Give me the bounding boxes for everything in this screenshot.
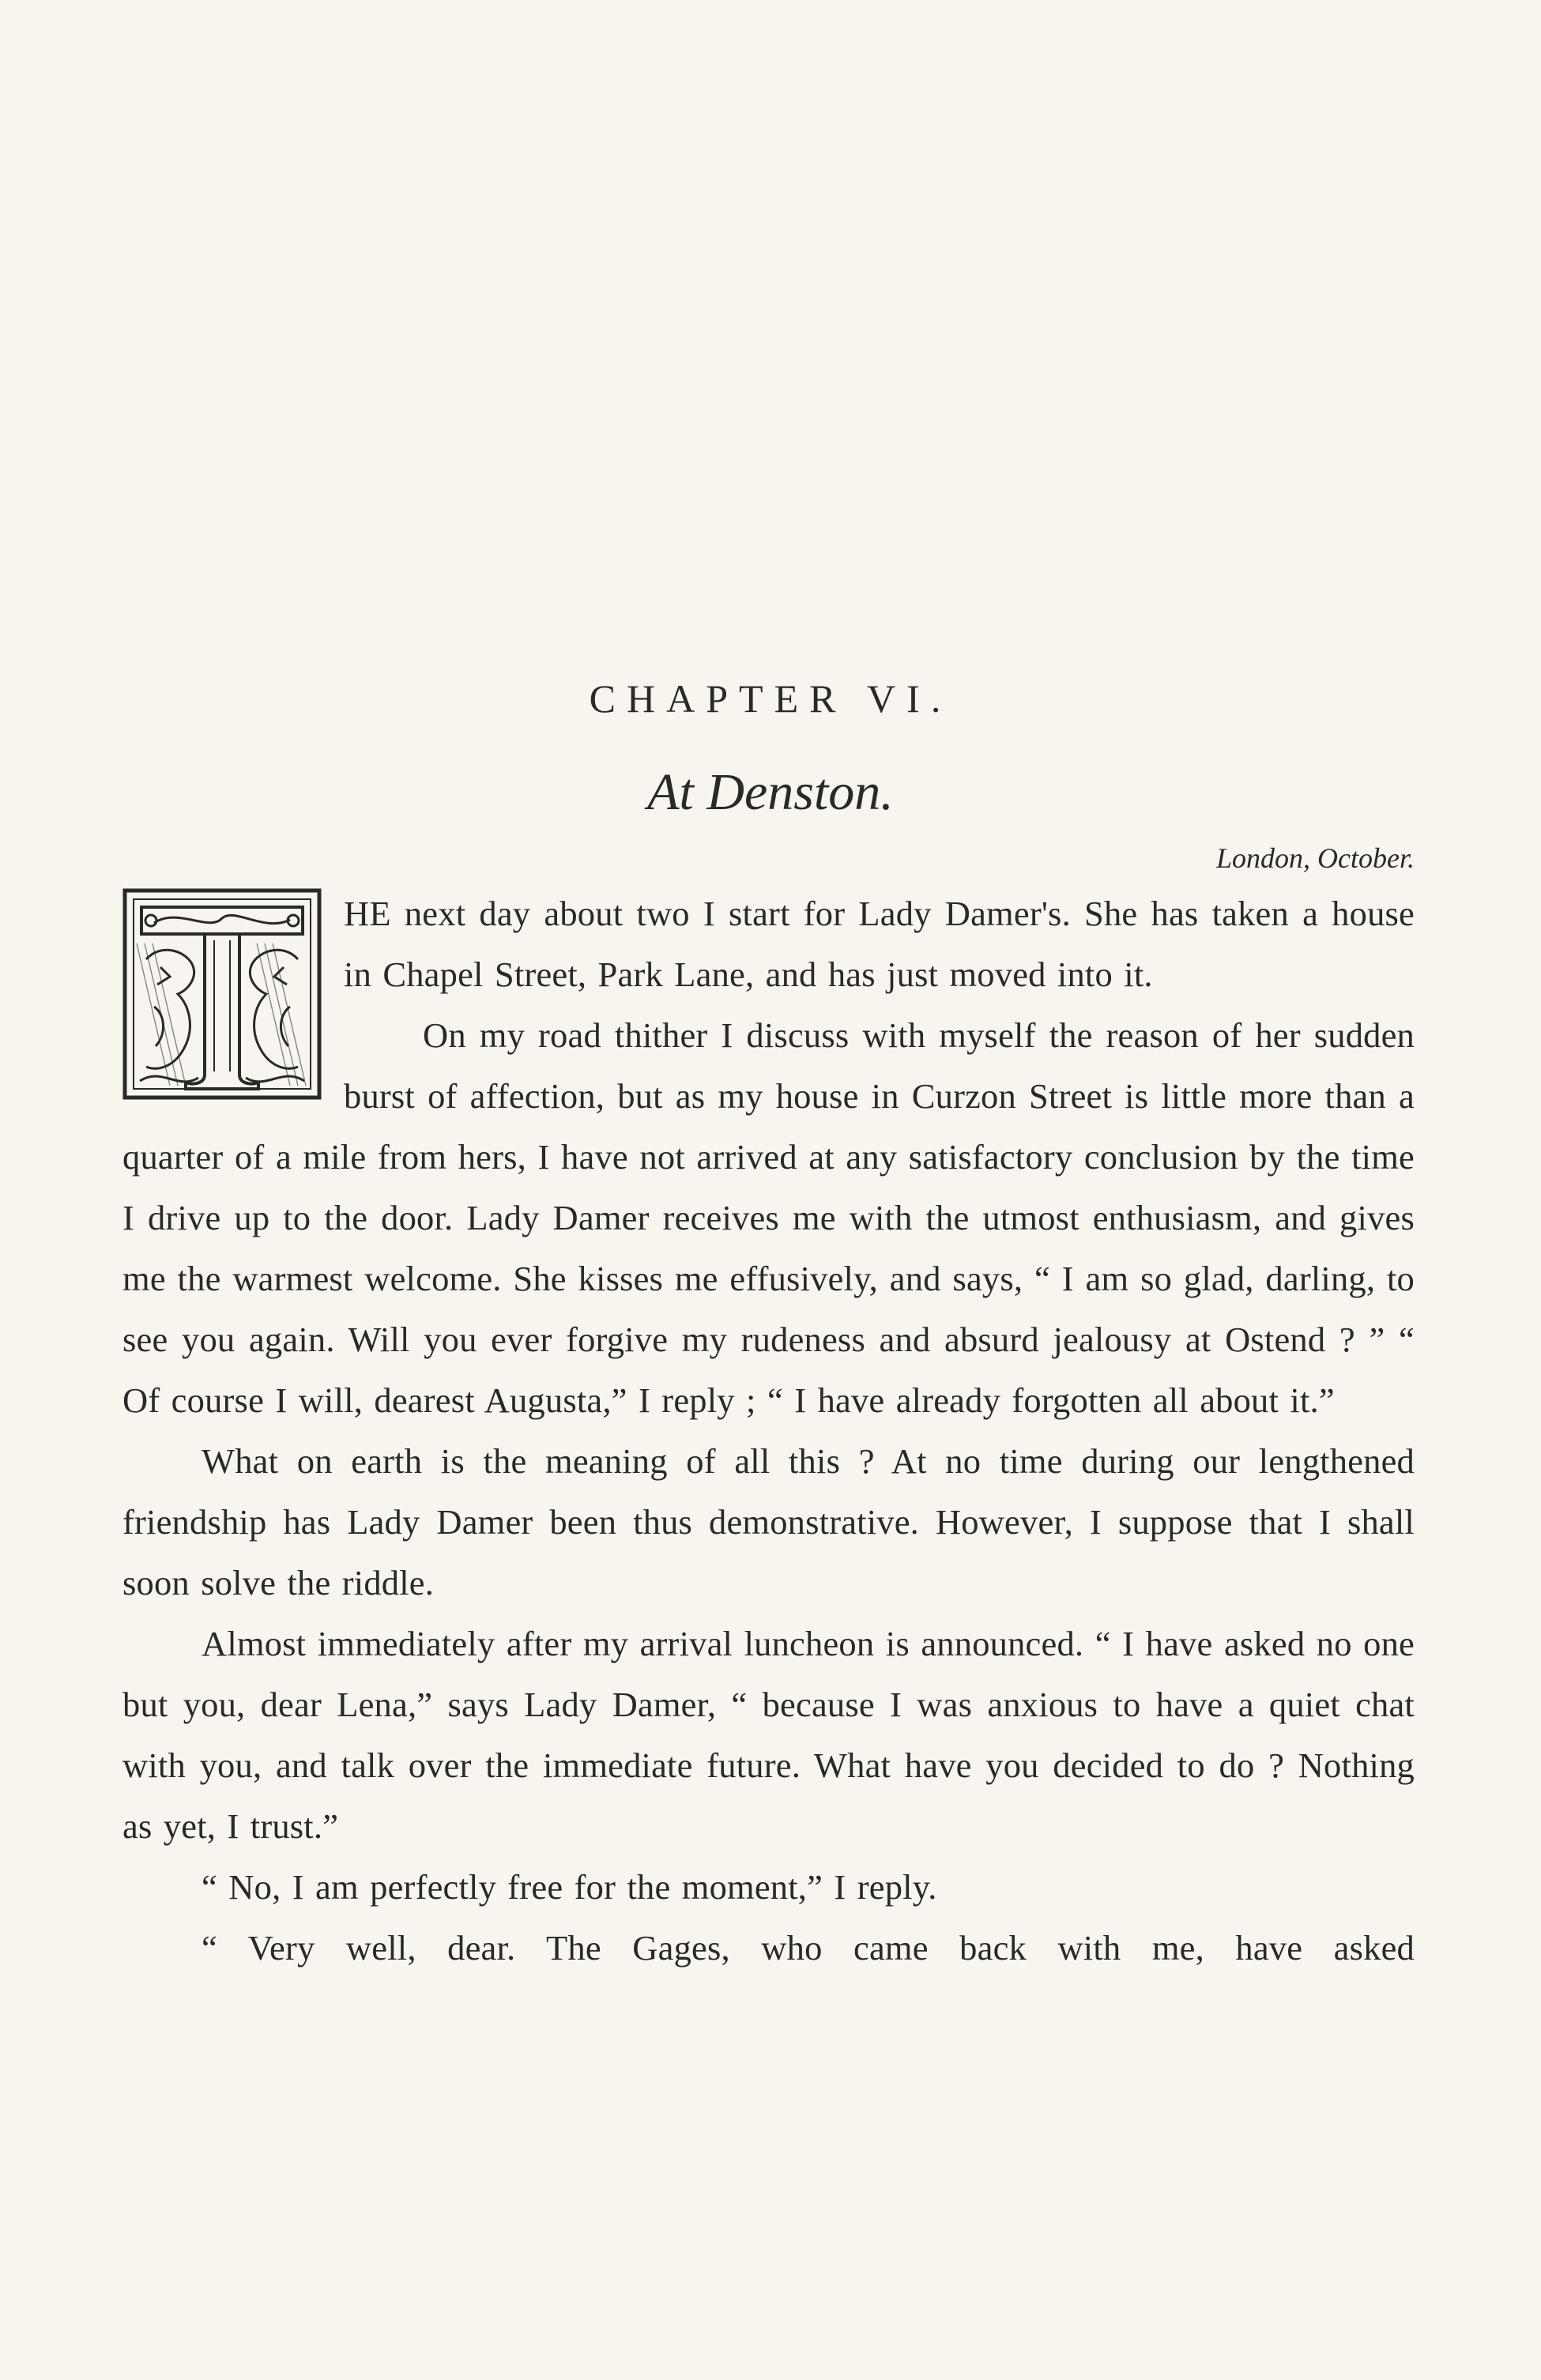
paragraph-3: What on earth is the meaning of all this ? At no time during our lengthened friendship has Lady Damer been thus demonstrative. However, I suppose that I shall soon solve the riddle. [122,1441,1415,1602]
dateline: London, October. [1216,842,1415,874]
ornamental-dropcap-t-icon [122,888,322,1100]
paragraph-2: On my road thither I discuss with myself the reason of her sudden burst of affection, but as my house in Curzon Street is little more than a quarter of a mile from hers, I have not arrived at any satisfactory conclusion by the time I drive up to the door. Lady Damer receives me with the utmost enthusiasm, and gives me the warmest welcome. She kisses me effusively, and says, “ I am so glad, darling, to see you again. Will you ever forgive my rudeness and absurd jealousy at Ostend ? ” “ Of course I will, dearest Augusta,” I reply ; “ I have already forgotten all about it.” [122,1015,1415,1420]
paragraph-1 [122,883,1415,1005]
paragraph-1-text: HE next day about two I start for Lady Damer's. She has taken a house in Chapel Street, Park Lane, and has just moved into it. [344,894,1415,994]
chapter-heading: CHAPTER VI. [589,676,952,721]
chapter-subtitle: At Denston. [647,763,894,821]
paragraph-6: “ Very well, dear. The Gages, who came back with me, have asked [202,1928,1415,1968]
paragraph-5: “ No, I am perfectly free for the moment,” I reply. [202,1867,937,1907]
chapter-body [122,883,1415,1979]
paragraph-4: Almost immediately after my arrival luncheon is announced. “ I have asked no one but you, dear Lena,” says Lady Damer, “ because I was anxious to have a quiet chat with you, and talk over the immediate future. What have you decided to do ? Nothing as yet, I trust.” [122,1624,1415,1846]
